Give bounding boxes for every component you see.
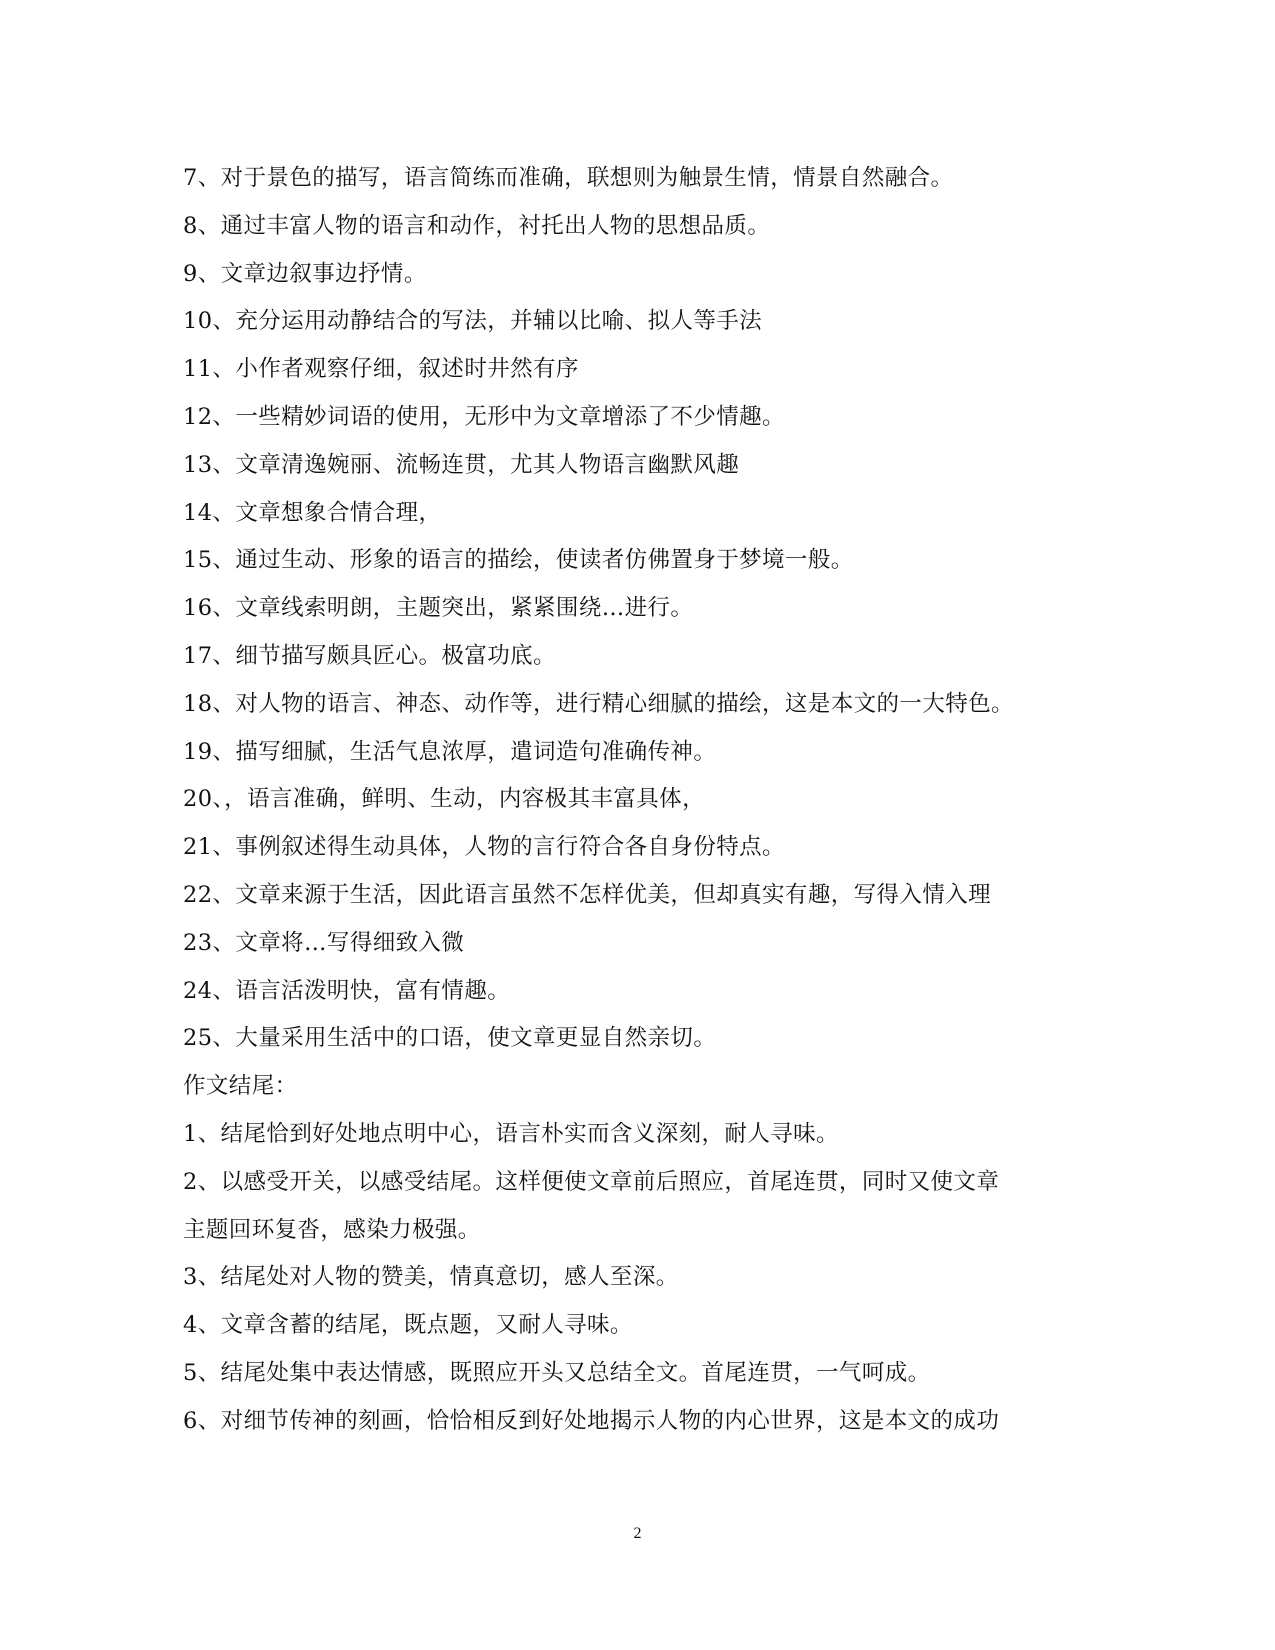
text-line: 24、语言活泼明快，富有情趣。	[183, 977, 511, 1004]
text-line: 15、通过生动、形象的语言的描绘，使读者仿佛置身于梦境一般。	[183, 547, 854, 574]
text-line: 21、事例叙述得生动具体，人物的言行符合各自身份特点。	[183, 834, 785, 861]
text-line: 9、文章边叙事边抒情。	[183, 260, 427, 287]
text-line: 3、结尾处对人物的赞美，情真意切，感人至深。	[183, 1264, 679, 1291]
text-line: 16、文章线索明朗，主题突出，紧紧围绕…进行。	[183, 595, 694, 622]
text-line: 25、大量采用生活中的口语，使文章更显自然亲切。	[183, 1025, 717, 1052]
text-line: 1、结尾恰到好处地点明中心，语言朴实而含义深刻，耐人寻味。	[183, 1120, 839, 1147]
text-line: 23、文章将…写得细致入微	[183, 929, 465, 956]
text-line: 7、对于景色的描写，语言简练而准确，联想则为触景生情，情景自然融合。	[183, 165, 954, 191]
text-line: 19、描写细腻，生活气息浓厚，遣词造句准确传神。	[183, 738, 717, 765]
section-heading: 作文结尾：	[183, 1073, 298, 1100]
text-line: 18、对人物的语言、神态、动作等，进行精心细腻的描绘，这是本文的一大特色。	[183, 690, 1014, 717]
text-line: 4、文章含蓄的结尾，既点题，又耐人寻味。	[183, 1312, 633, 1339]
text-line: 6、对细节传神的刻画，恰恰相反到好处地揭示人物的内心世界，这是本文的成功	[183, 1407, 1000, 1434]
text-line: 主题回环复沓，感染力极强。	[183, 1216, 481, 1243]
text-line: 12、一些精妙词语的使用，无形中为文章增添了不少情趣。	[183, 403, 785, 430]
text-line: 22、文章来源于生活，因此语言虽然不怎样优美，但却真实有趣，写得入情入理	[183, 881, 992, 908]
text-line: 2、以感受开关，以感受结尾。这样便使文章前后照应，首尾连贯，同时又使文章	[183, 1168, 1000, 1195]
text-line: 5、结尾处集中表达情感，既照应开头又总结全文。首尾连贯，一气呵成。	[183, 1359, 931, 1386]
text-line: 11、小作者观察仔细，叙述时井然有序	[183, 356, 579, 383]
text-line: 20、，语言准确，鲜明、生动，内容极其丰富具体，	[183, 786, 705, 813]
page-number: 2	[633, 1525, 642, 1542]
document-body	[183, 155, 1083, 1446]
text-line: 13、文章清逸婉丽、流畅连贯，尤其人物语言幽默风趣	[183, 451, 740, 478]
text-line: 14、文章想象合情合理，	[183, 499, 442, 526]
text-line: 17、细节描写颇具匠心。极富功底。	[183, 642, 556, 669]
text-line: 10、充分运用动静结合的写法，并辅以比喻、拟人等手法	[183, 308, 763, 335]
text-line: 8、通过丰富人物的语言和动作，衬托出人物的思想品质。	[183, 212, 771, 239]
